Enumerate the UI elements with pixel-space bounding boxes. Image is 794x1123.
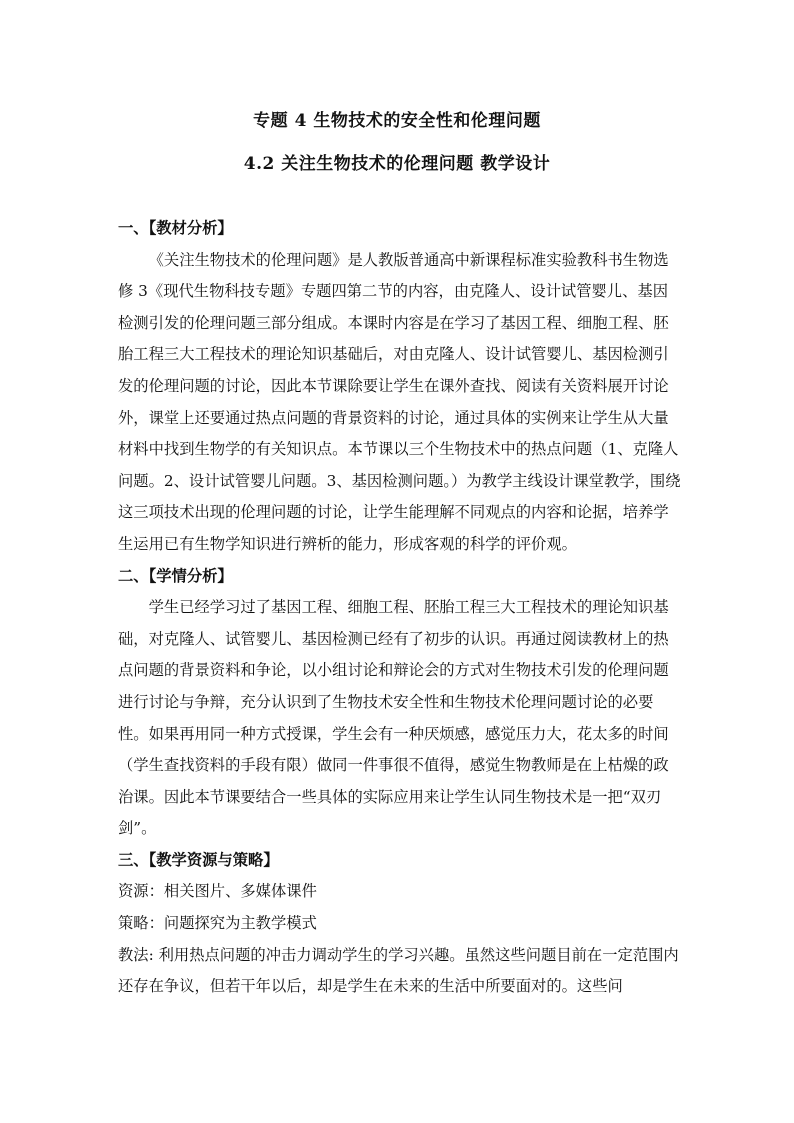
teaching-method-line: 教法: 利用热点问题的冲击力调动学生的学习兴趣。虽然这些问题目前在一定范围内还存在争议，但若干年以后，却是学生在未来的生活中所要面对的。这些问 [118, 945, 679, 996]
section-paragraph-student-analysis: 学生已经学习过了基因工程、细胞工程、胚胎工程三大工程技术的理论知识基础，对克隆人、试管婴儿、基因检测已经有了初步的认识。再通过阅读教材上的热点问题的背景资料和争论，以小组讨论和辩论会的方式对生物技术引发的伦理问题进行讨论与争辩，充分认识到了生物技术安全性和生物技术伦理问题讨论的必要性。如果再用同一种方式授课，学生会有一种厌烦感，感觉压力大，花太多的时间（学生查找资料的手段有限）做同一件事很不值得，感觉生物教师是在上枯燥的政治课。因此本节课要结合一些具体的实际应用来让学生认同生物技术是一把“双刃剑”。 [118, 598, 669, 838]
document-body [118, 213, 681, 1003]
document-title: 专题 4 生物技术的安全性和伦理问题 [253, 111, 541, 131]
resources-line: 资源：相关图片、多媒体课件 [118, 882, 317, 901]
section-heading-textbook-analysis: 一、【教材分析】 [118, 219, 233, 237]
section-paragraph-textbook-analysis: 《关注生物技术的伦理问题》是人教版普通高中新课程标准实验教科书生物选修 3《现代生物科技专题》专题四第二节的内容，由克隆人、设计试管婴儿、基因检测引发的伦理问题三部分组成。本课时内容是在学习了基因工程、细胞工程、胚胎工程三大工程技术的理论知识基础后，对由克隆人、设计试管婴儿、基因检测引发的伦理问题的讨论，因此本节课除要让学生在课外查找、阅读有关资料展开讨论外，课堂上还要通过热点问题的背景资料的讨论，通过具体的实例来让学生从大量材料中找到生物学的有关知识点。本节课以三个生物技术中的热点问题（1、克隆人问题。2、设计试管婴儿问题。3、基因检测问题。）为教学主线设计课堂教学，围绕这三项技术出现的伦理问题的讨论，让学生能理解不同观点的内容和论据，培养学生运用已有生物学知识进行辨析的能力，形成客观的科学的评价观。 [118, 250, 681, 553]
section-heading-resources-strategy: 三、【教学资源与策略】 [118, 850, 279, 869]
strategy-line: 策略：问题探究为主教学模式 [118, 914, 317, 933]
section-heading-student-analysis: 二、【学情分析】 [118, 566, 233, 585]
document-subtitle: 4.2 关注生物技术的伦理问题 教学设计 [243, 154, 551, 174]
